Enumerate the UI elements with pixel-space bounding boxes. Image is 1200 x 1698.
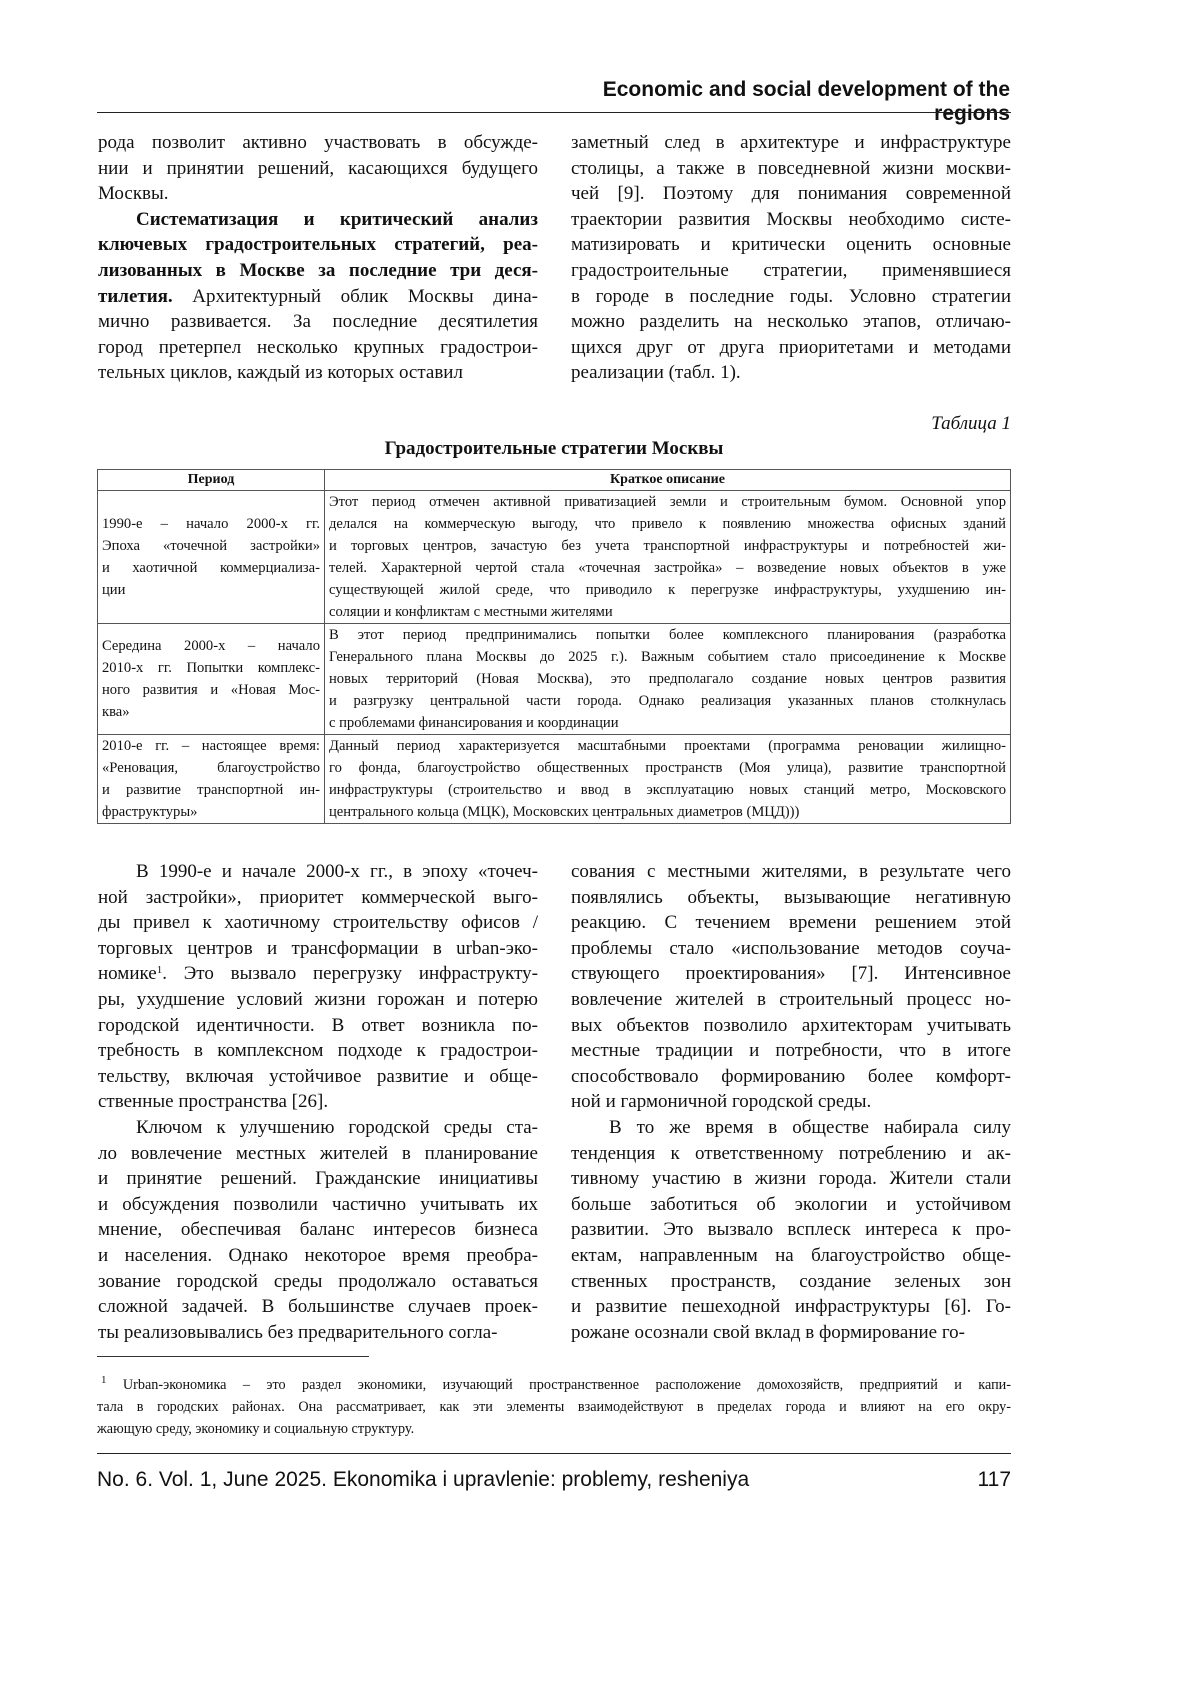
header-rule [97,112,1011,113]
text-line: и населения. Однако некоторое время преобра- [98,1244,538,1266]
paragraph [571,1115,1011,1345]
text-line: инфраструктуры (строительство и ввод в эксплуатацию новых станций метро, Московского [329,782,1006,798]
text-line: реакцию. С течением времени решением этой [571,912,1011,934]
bottom-right-column [571,859,1011,1345]
line-content [98,963,538,984]
text-line: Этот период отмечен активной приватизацией земли и строительным бумом. Основной упор [329,494,1006,510]
text-line: торговых центров и трансформации в urban-эко- [98,937,538,959]
text-line: делался на коммерческую выгоду, что привело к появлению множества офисных зданий [329,516,1006,532]
table-title: Градостроительные стратегии Москвы [384,438,724,459]
text-line: тельству, включая устойчивое развитие и обще- [98,1065,538,1087]
paragraph [98,1115,538,1345]
text-line: 1990-е – начало 2000-х гг. [102,516,320,532]
text-line: Середина 2000-х – начало [102,638,320,654]
text-line: В этот период предпринимались попытки более комплексного планирования (разработка [329,627,1006,643]
top-right-column [571,130,1011,386]
text-line: зование городской среды продолжало оставаться [98,1270,538,1292]
table-caption: Таблица 1 [931,413,1011,434]
bold-text: лизованных в Москве за последние три деся- [98,259,538,281]
text-line: «Реновация, благоустройство [102,760,320,776]
text-line: ква» [102,704,130,720]
page-number: 117 [977,1468,1011,1491]
text-line: сложной задачей. В большинстве случаев проек- [98,1296,538,1318]
running-header: Economic and social development of the regions [602,78,1010,125]
footnote-ref: 1 [156,964,163,977]
strategies-table [97,469,1011,824]
text-line: В то же время в обществе набирала силу [609,1116,1011,1138]
text-line: Эпоха «точечной застройки» [102,538,320,554]
text-line: ры, ухудшение условий жизни горожан и потерю [98,988,538,1010]
text-line: ции [102,582,126,598]
text-line: в городе в последние годы. Условно стратегии [571,285,1011,307]
text-line: тивному участию в жизни города. Жители стали [571,1168,1011,1190]
text-line: требность в комплексном подходе к градострои- [98,1040,538,1062]
paragraph [98,859,538,1115]
text-line [98,232,538,258]
text-line: больше заботиться об экологии и устойчивом [571,1193,1011,1215]
table-row [98,491,1011,624]
text-line: и хаотичной коммерциализа- [102,560,320,576]
paragraph [98,130,538,207]
text-line: с проблемами финансирования и координации [329,715,619,731]
text-line: ной застройки», приоритет коммерческой выго- [98,886,538,908]
text-run: Urban-экономика – это раздел экономики, изучающий пространственное расположение домохозяйств, предприятий и капи- [106,1377,1011,1393]
text-line: рожане осознали свой вклад в формирование го- [571,1321,965,1343]
text-line: городской идентичности. В ответ возникла по- [98,1014,538,1036]
text-line: рода позволит активно участвовать в обсужде- [98,132,538,153]
text-line: чей [9]. Поэтому для понимания современной [571,183,1011,205]
text-line: 2010-е гг. – настоящее время: [102,738,320,754]
text-line: сования с местными жителями, в результате чего [571,861,1011,882]
text-run: . Это вызвало перегрузку инфраструкту- [162,963,538,985]
text-line: го фонда, благоустройство общественных пространств (Моя улица), развитие транспортной [329,760,1006,776]
text-line: вовлечение жителей в строительный процесс но- [571,988,1011,1010]
text-line: вых объектов позволило архитекторам учитывать [571,1014,1011,1036]
text-line: ты реализовывались без предварительного согла- [98,1321,498,1343]
period-cell [98,491,325,624]
text-line: телей. Характерной чертой стала «точечная застройка» – возведение новых объектов в уже [329,560,1006,576]
text-line: можно разделить на несколько этапов, отличаю- [571,311,1011,333]
text-line [98,284,538,310]
text-line: Данный период характеризуется масштабными проектами (программа реновации жилищно- [329,738,1006,754]
text-line: фраструктуры» [102,804,198,820]
text-line: Москвы. [98,183,169,205]
line-content [98,286,538,307]
table-row [98,735,1011,824]
journal-info: No. 6. Vol. 1, June 2025. Ekonomika i upravlenie: problemy, resheniya [97,1468,750,1491]
text-line: ды привел к хаотичному строительству офисов / [98,912,538,934]
header-description: Краткое описание [325,470,1011,491]
text-line: тенденция к ответственному потреблению и ак- [571,1142,1011,1164]
footnote [97,1374,1011,1440]
text-line: и развитие пешеходной инфраструктуры [6]. Го- [571,1296,1011,1318]
footnote-line: жающую среду, экономику и социальную структуру. [97,1421,415,1437]
text-line: ектам, направленным на благоустройство обще- [571,1244,1011,1266]
paragraph [98,207,538,386]
text-line: способствовало формированию более комфорт- [571,1065,1011,1087]
footnote-line [97,1374,1011,1396]
footer [97,1468,1011,1492]
text-line: новых территорий (Новая Москва), это предполагало создание новых центров развития [329,671,1006,687]
text-line: матизировать и критически оценить основные [571,234,1011,256]
text-line: проблемы стало «использование методов соуча- [571,937,1011,959]
header-period: Период [98,470,325,491]
text-line: щихся друг от друга приоритетами и методами [571,336,1011,358]
line-content [98,234,538,255]
footnote-rule [97,1356,369,1357]
description-cell [325,624,1011,735]
bold-text: тилетия. [98,285,173,307]
text-line: центрального кольца (МЦК), Московских центральных диаметров (МЦД))) [329,804,800,820]
bold-text: Систематизация и критический анализ [136,208,538,230]
text-line: и развитие транспортной ин- [102,782,320,798]
top-left-column [98,130,538,386]
text-run: номике [98,963,157,985]
period-cell [98,735,325,824]
text-line: градостроительные стратегии, применявшиеся [571,259,1011,281]
text-line: ло вовлечение местных жителей в планирование [98,1142,538,1164]
text-line: и разгрузку центральной части города. Однако реализация указанных планов столкнулась [329,693,1006,709]
bold-text: ключевых градостроительных стратегий, реа- [98,234,538,256]
text-line: ственных пространств, создание зеленых зон [571,1270,1011,1292]
text-line: появлялись объекты, вызывающие негативную [571,886,1011,908]
text-line [98,258,538,284]
text-line: Ключом к улучшению городской среды ста- [136,1116,538,1138]
text-line: ного развития и «Новая Мос- [102,682,320,698]
text-line: и торговых центров, зачастую без учета транспортной инфраструктуры и потребностей жи- [329,538,1006,554]
text-line: и принятие решений. Гражданские инициативы [98,1168,538,1190]
text-line: Генерального плана Москвы до 2025 г.). Важным событием стало присоединение к Москве [329,649,1006,665]
text-line: ствующего проектирования» [7]. Интенсивное [571,963,1011,985]
paragraph [571,859,1011,1115]
text-line: существующей жилой среде, что приводило к перегрузке инфраструктуры, ухудшению ин- [329,582,1006,598]
text-line: местные традиции и потребности, что в итоге [571,1040,1011,1062]
text-line [98,961,538,987]
text-line: тельных циклов, каждый из которых оставил [98,362,463,384]
text-line: развитии. Это вызвало всплеск интереса к про- [571,1219,1011,1241]
footnote-mark: 1 [101,1374,107,1386]
text-line: ственные пространства [26]. [98,1091,329,1113]
line-content [136,209,538,230]
description-cell [325,491,1011,624]
text-line: столицы, а также в повседневной жизни москви- [571,157,1011,179]
table-row [98,624,1011,735]
text-line [98,207,538,233]
footer-rule [97,1453,1011,1454]
text-line: город претерпел несколько крупных градострои- [98,336,538,358]
line-content [101,1374,1011,1393]
text-line: ной и гармоничной городской среды. [571,1091,872,1113]
text-line: нии и принятии решений, касающихся будущего [98,157,538,179]
text-line: В 1990-е и начале 2000-х гг., в эпоху «точеч- [136,861,538,882]
text-line: траектории развития Москвы необходимо систе- [571,208,1011,230]
period-cell [98,624,325,735]
description-cell [325,735,1011,824]
paragraph [571,130,1011,386]
line-content [98,260,538,281]
text-line: соляции и конфликтам с местными жителями [329,604,613,620]
text-line: реализации (табл. 1). [571,362,741,384]
text-line: мнение, обеспечивая баланс интересов бизнеса [98,1219,538,1241]
text-line: заметный след в архитектуре и инфраструктуре [571,132,1011,153]
text-line: мично развивается. За последние десятилетия [98,311,538,333]
text-line: 2010-х гг. Попытки комплекс- [102,660,320,676]
text-line: и обсуждения позволили частично учитывать их [98,1193,538,1215]
footnote-line: тала в городских районах. Она рассматривает, как эти элементы взаимодействуют в пределах города и влияют на его окру- [97,1399,1011,1415]
text-run: Архитектурный облик Москвы дина- [172,285,538,307]
bottom-left-column [98,859,538,1345]
